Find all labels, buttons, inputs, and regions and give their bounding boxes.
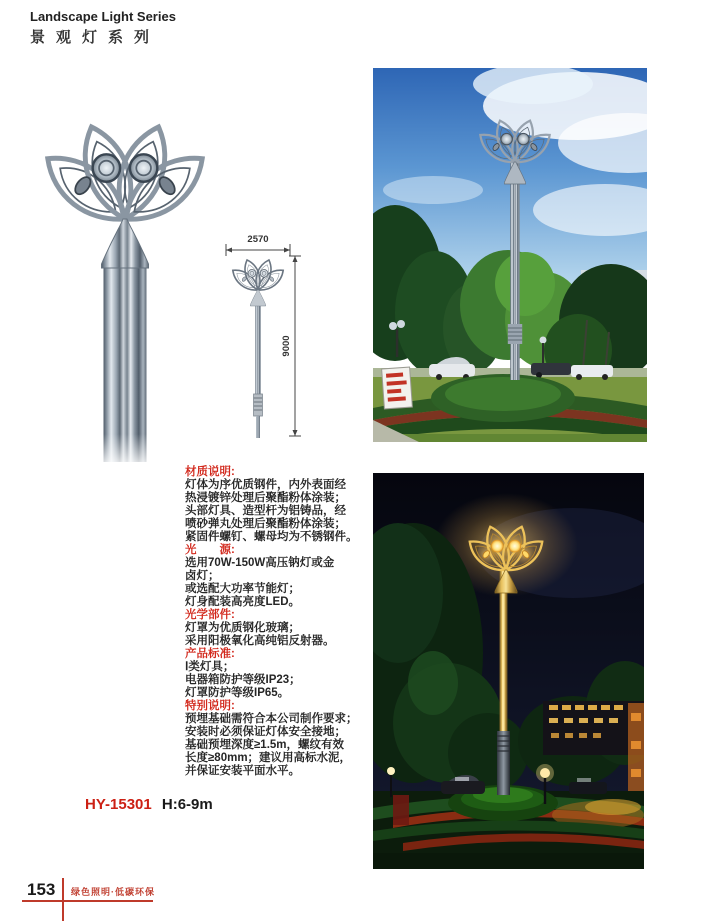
dim-width-line [226, 244, 290, 256]
spec-line: 灯身配装高亮度LED。 [185, 596, 300, 608]
spec-line: 或选配大功率节能灯； [185, 583, 300, 595]
spec-heading-light-source: 光 源: [185, 544, 235, 556]
spec-line: 热浸镀锌处理后聚酯粉体涂装； [185, 492, 346, 504]
spec-line: 灯罩为优质钢化玻璃； [185, 622, 300, 634]
spec-line: Ⅰ类灯具； [185, 661, 235, 673]
spec-line: 电器箱防护等级IP23； [185, 674, 301, 686]
spec-line: 头部灯具、造型杆为铝铸品，经 [185, 505, 346, 517]
spec-line: 并保证安装平面水平。 [185, 765, 300, 777]
spec-line: 灯罩防护等级IP65。 [185, 687, 290, 699]
model-code: HY-15301 [85, 796, 152, 813]
page-title-zh: 景观灯系列 [30, 29, 161, 46]
spec-heading-material: 材质说明: [185, 466, 235, 478]
spec-line: 灯体为序优质钢件，内外表面经 [185, 479, 346, 491]
spec-block [185, 466, 367, 778]
spec-heading-special: 特别说明: [185, 700, 235, 712]
night-scene-photo [373, 473, 644, 869]
spec-line: 喷砂弹丸处理后聚酯粉体涂装； [185, 518, 346, 530]
page-number: 153 [27, 880, 56, 899]
day-photo-sign [382, 367, 413, 409]
spec-line: 卤灯； [185, 570, 220, 582]
model-line [85, 796, 213, 813]
spec-heading-standard: 产品标准: [185, 648, 235, 660]
spec-line: 长度≥80mm；建议用高标水泥， [185, 752, 352, 764]
spec-line: 采用阳极氧化高纯铝反射器。 [185, 635, 335, 647]
dim-height-label: 9000 [281, 335, 292, 357]
spec-line: 基础预埋深度≥1.5m，螺纹有效 [185, 739, 345, 751]
spec-line: 安装时必须保证灯体安全接地； [185, 726, 346, 738]
footer-horizontal-rule [22, 900, 153, 902]
spec-line: 选用70W-150W高压钠灯或金 [185, 557, 335, 569]
footer-slogan: 绿色照明·低碳环保 [71, 887, 155, 897]
spec-heading-optics: 光学部件: [185, 609, 235, 621]
page-title-en: Landscape Light Series [30, 9, 176, 24]
spec-line: 预埋基础需符合本公司制作要求； [185, 713, 358, 725]
day-scene-photo [373, 68, 647, 442]
dimension-drawing [213, 226, 335, 454]
dim-width-label: 2570 [247, 234, 269, 245]
model-height-range: H:6-9m [161, 796, 213, 813]
spec-line: 紧固件螺钉、螺母均为不锈钢件。 [185, 531, 358, 543]
